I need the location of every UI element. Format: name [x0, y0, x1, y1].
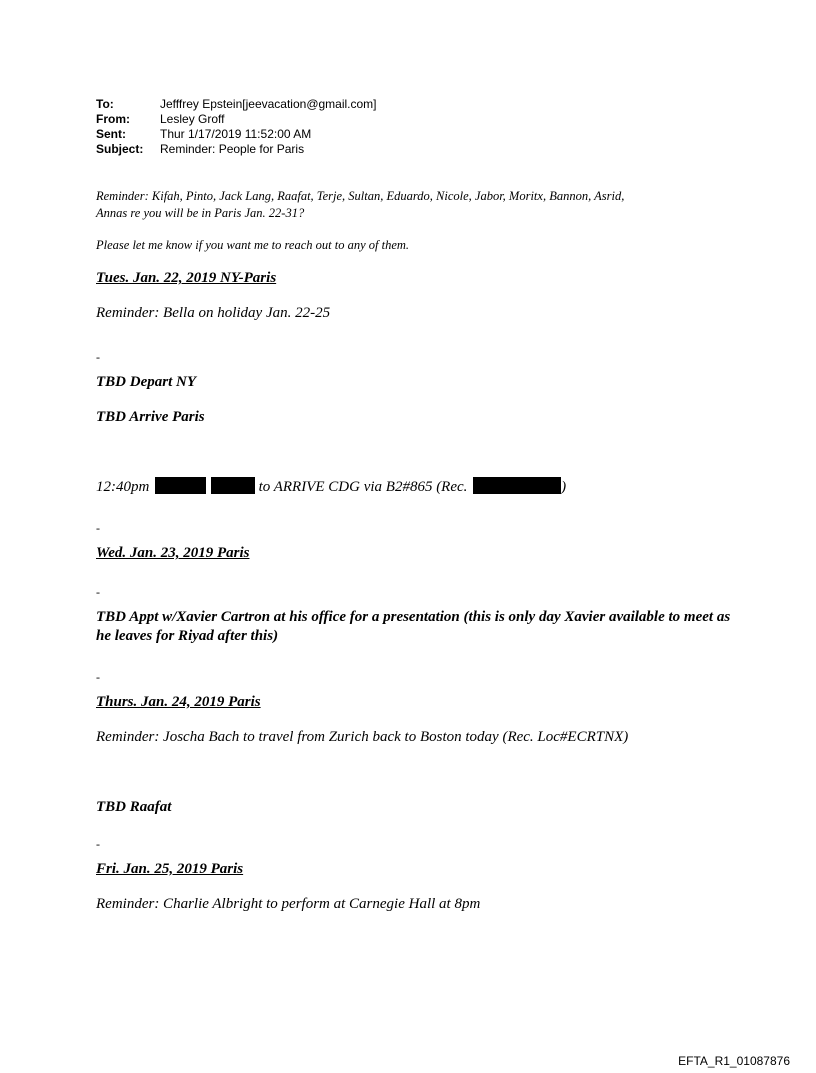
subject-value: Reminder: People for Paris	[160, 142, 305, 156]
flight-end: )	[561, 479, 567, 495]
subject-row	[96, 142, 377, 157]
day1-heading: Tues. Jan. 22, 2019 NY-Paris	[96, 270, 277, 286]
subject-label: Subject:	[96, 142, 144, 156]
to-value: Jefffrey Epstein[jeevacation@gmail.com]	[160, 97, 377, 111]
email-header	[96, 97, 377, 157]
to-row	[96, 97, 377, 112]
day1-reminder: Reminder: Bella on holiday Jan. 22-25	[96, 305, 331, 321]
flight-time: 12:40pm	[96, 479, 150, 495]
separator-dash: -	[96, 350, 100, 364]
flight-line	[96, 477, 736, 497]
day2-heading: Wed. Jan. 23, 2019 Paris	[96, 545, 250, 561]
from-row	[96, 112, 377, 127]
separator-dash: -	[96, 585, 100, 599]
email-body	[96, 188, 736, 914]
separator-dash: -	[96, 670, 100, 684]
intro-line-3: Please let me know if you want me to reach out to any of them.	[96, 238, 410, 252]
sent-label: Sent:	[96, 127, 126, 141]
intro-line-2: Annas re you will be in Paris Jan. 22-31?	[96, 206, 305, 220]
from-value: Lesley Groff	[160, 112, 225, 126]
day3-heading: Thurs. Jan. 24, 2019 Paris	[96, 694, 261, 710]
appt-line: TBD Appt w/Xavier Cartron at his office for a presentation (this is only day Xavier available to meet as he leaves for Riyad after this)	[96, 609, 731, 644]
day4-heading: Fri. Jan. 25, 2019 Paris	[96, 861, 244, 877]
sent-value: Thur 1/17/2019 11:52:00 AM	[160, 127, 312, 141]
document-id: EFTA_R1_01087876	[678, 1054, 790, 1068]
redaction-block	[211, 477, 255, 494]
raafat-line: TBD Raafat	[96, 799, 172, 815]
flight-details: to ARRIVE CDG via B2#865 (Rec.	[258, 479, 468, 495]
day3-reminder: Reminder: Joscha Bach to travel from Zurich back to Boston today (Rec. Loc#ECRTNX)	[96, 729, 629, 745]
sent-row	[96, 127, 377, 142]
intro-line-1: Reminder: Kifah, Pinto, Jack Lang, Raafat, Terje, Sultan, Eduardo, Nicole, Jabor, Moritx, Bannon, Asrid,	[96, 189, 625, 203]
redaction-block	[473, 477, 561, 494]
separator-dash: -	[96, 521, 100, 535]
arrive-line: TBD Arrive Paris	[96, 409, 205, 425]
separator-dash: -	[96, 837, 100, 851]
day4-reminder: Reminder: Charlie Albright to perform at Carnegie Hall at 8pm	[96, 896, 481, 912]
depart-line: TBD Depart NY	[96, 374, 196, 390]
from-label: From:	[96, 112, 130, 126]
redaction-block	[155, 477, 206, 494]
to-label: To:	[96, 97, 114, 111]
